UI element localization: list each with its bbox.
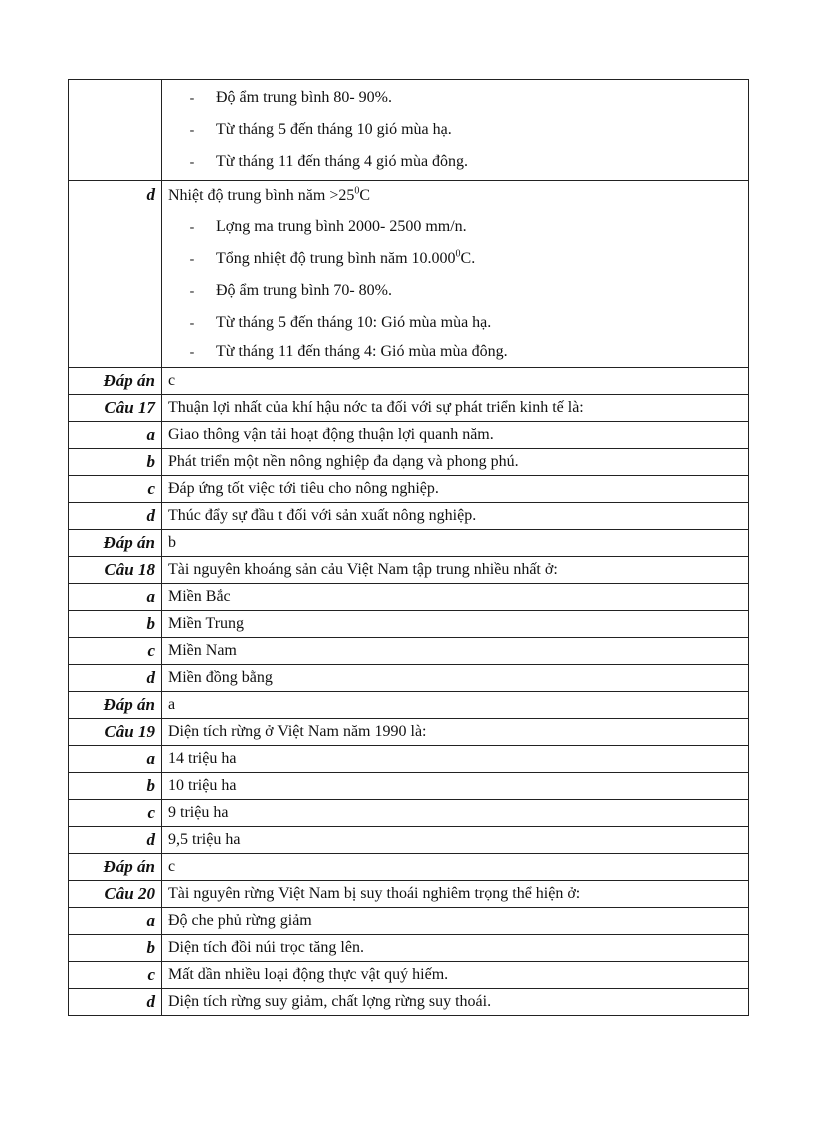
first-line-pre: Nhiệt độ trung bình năm >25 — [168, 187, 355, 204]
bullet-text: Độ ẩm trung bình 70- 80%. — [216, 282, 392, 299]
row-text: Phát triển một nền nông nghiệp đa dạng và phong phú. — [162, 449, 749, 476]
bullet-line — [168, 82, 748, 114]
bullet-dash: - — [189, 316, 195, 331]
row-label: Câu 17 — [69, 395, 162, 422]
table-row — [69, 908, 749, 935]
bullet-line — [168, 339, 748, 365]
bullet-text: Từ tháng 5 đến tháng 10 gió mùa hạ. — [216, 121, 452, 138]
table-row — [69, 692, 749, 719]
row-label: Câu 19 — [69, 719, 162, 746]
row-text: Độ che phủ rừng giảm — [162, 908, 749, 935]
table-row — [69, 665, 749, 692]
table-row — [69, 746, 749, 773]
bullet-dash: - — [189, 155, 195, 170]
row-label: d — [69, 503, 162, 530]
row-text: Thúc đẩy sự đầu t đối với sản xuất nông nghiệp. — [162, 503, 749, 530]
row-text: c — [162, 854, 749, 881]
table-row — [69, 854, 749, 881]
row-text: 10 triệu ha — [162, 773, 749, 800]
row-label: b — [69, 611, 162, 638]
row-label: a — [69, 584, 162, 611]
bullet-line — [168, 211, 748, 243]
table-row — [69, 881, 749, 908]
row-text: Thuận lợi nhất của khí hậu nớc ta đối với sự phát triển kinh tế là: — [162, 395, 749, 422]
row-text: Tài nguyên rừng Việt Nam bị suy thoái nghiêm trọng thể hiện ở: — [162, 881, 749, 908]
row-label: b — [69, 935, 162, 962]
row-text: Mất dần nhiều loại động thực vật quý hiếm. — [162, 962, 749, 989]
bullet-block — [162, 80, 749, 181]
row-text: 9,5 triệu ha — [162, 827, 749, 854]
row-text: Diện tích đồi núi trọc tăng lên. — [162, 935, 749, 962]
bullet-line — [168, 114, 748, 146]
row-label-empty — [69, 80, 162, 181]
bullet-dash: - — [189, 91, 195, 106]
first-line-post: C — [359, 187, 371, 204]
bullet-text: Tổng nhiệt độ trung bình năm 10.000 — [216, 250, 456, 267]
row-label: a — [69, 908, 162, 935]
row-label: c — [69, 800, 162, 827]
row-label: Đáp án — [69, 692, 162, 719]
bullet-text: Từ tháng 5 đến tháng 10: Gió mùa mùa hạ. — [216, 314, 492, 331]
row-text: c — [162, 368, 749, 395]
bullet-dash: - — [189, 345, 195, 360]
bullet-dash: - — [189, 220, 195, 235]
row-text: Diện tích rừng ở Việt Nam năm 1990 là: — [162, 719, 749, 746]
first-line-sup: 0 — [354, 185, 360, 197]
row-label: d — [69, 989, 162, 1016]
row-text: Giao thông vận tải hoạt động thuận lợi quanh năm. — [162, 422, 749, 449]
row-label: Câu 18 — [69, 557, 162, 584]
bullet-line — [168, 275, 748, 307]
bullet-text: Từ tháng 11 đến tháng 4 gió mùa đông. — [216, 153, 469, 170]
table-row-continuation — [69, 80, 749, 181]
row-text: a — [162, 692, 749, 719]
row-label: Đáp án — [69, 368, 162, 395]
bullet-dash: - — [189, 284, 195, 299]
table-row — [69, 827, 749, 854]
row-label: d — [69, 665, 162, 692]
option-d-block — [162, 181, 749, 368]
table-row — [69, 989, 749, 1016]
table-row — [69, 476, 749, 503]
option-d-first-line — [168, 181, 748, 211]
bullet-text: Độ ẩm trung bình 80- 90%. — [216, 89, 392, 106]
row-label: b — [69, 773, 162, 800]
table-row — [69, 395, 749, 422]
bullet-text-post: C. — [460, 250, 476, 267]
table-row — [69, 935, 749, 962]
bullet-text: Từ tháng 11 đến tháng 4: Gió mùa mùa đông. — [216, 343, 508, 360]
row-text: Miền Trung — [162, 611, 749, 638]
table-row — [69, 962, 749, 989]
row-label: c — [69, 638, 162, 665]
row-label: a — [69, 422, 162, 449]
table-row — [69, 368, 749, 395]
table-row — [69, 422, 749, 449]
table-row — [69, 611, 749, 638]
row-text: 9 triệu ha — [162, 800, 749, 827]
table-row — [69, 557, 749, 584]
table-row — [69, 449, 749, 476]
row-text: b — [162, 530, 749, 557]
row-label: a — [69, 746, 162, 773]
bullet-line — [168, 243, 748, 275]
table-row-option-d — [69, 181, 749, 368]
row-text: 14 triệu ha — [162, 746, 749, 773]
bullet-dash: - — [189, 252, 195, 267]
row-label: c — [69, 476, 162, 503]
row-text: Miền Nam — [162, 638, 749, 665]
row-text: Miền Bắc — [162, 584, 749, 611]
bullet-dash: - — [189, 123, 195, 138]
bullet-line — [168, 146, 748, 178]
row-label: Đáp án — [69, 854, 162, 881]
row-text: Tài nguyên khoáng sản cảu Việt Nam tập trung nhiều nhất ở: — [162, 557, 749, 584]
table-row — [69, 530, 749, 557]
table-row — [69, 773, 749, 800]
table-row — [69, 719, 749, 746]
row-label: d — [69, 827, 162, 854]
row-label: Đáp án — [69, 530, 162, 557]
bullet-line — [168, 307, 748, 339]
bullet-sup: 0 — [455, 248, 461, 260]
table-row — [69, 503, 749, 530]
row-label: d — [69, 181, 162, 368]
table-row — [69, 584, 749, 611]
row-text: Diện tích rừng suy giảm, chất lợng rừng suy thoái. — [162, 989, 749, 1016]
row-text: Miền đồng bằng — [162, 665, 749, 692]
quiz-table — [68, 79, 749, 1016]
row-label: c — [69, 962, 162, 989]
row-label: Câu 20 — [69, 881, 162, 908]
table-row — [69, 638, 749, 665]
bullet-text: Lợng ma trung bình 2000- 2500 mm/n. — [216, 218, 467, 235]
table-row — [69, 800, 749, 827]
row-text: Đáp ứng tốt việc tới tiêu cho nông nghiệp. — [162, 476, 749, 503]
row-label: b — [69, 449, 162, 476]
